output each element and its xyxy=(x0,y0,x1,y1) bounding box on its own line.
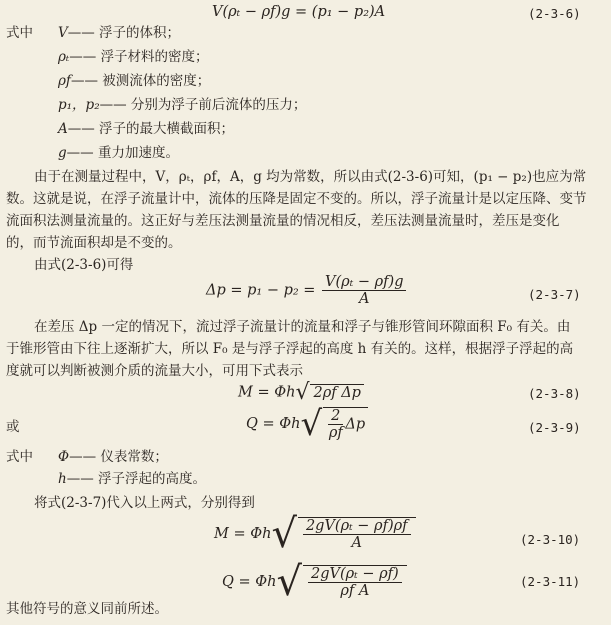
def-dash: —— xyxy=(99,97,127,113)
or-label: 或 xyxy=(6,419,20,435)
fraction xyxy=(303,518,411,551)
def-text: 分别为浮子前后流体的压力； xyxy=(130,97,307,113)
def-text: 被测流体的密度； xyxy=(102,73,211,89)
sqrt-icon: √ xyxy=(276,559,302,605)
numerator: 2 xyxy=(328,408,343,425)
sqrt-icon: √ xyxy=(300,404,323,444)
def-symbol: ρf xyxy=(58,73,71,89)
fraction xyxy=(322,274,406,307)
def-symbol: g xyxy=(58,145,67,161)
paragraph-line: 度就可以判断被测介质的流量大小，可用下式表示 xyxy=(6,363,303,379)
eq-lhs: M = Φh xyxy=(238,384,296,401)
def-dash: —— xyxy=(66,471,94,487)
def-text: 浮子的体积； xyxy=(99,25,181,41)
fraction xyxy=(328,408,343,441)
def-row xyxy=(58,72,210,90)
denominator: ρf A xyxy=(340,583,370,599)
equation-2-3-7 xyxy=(206,274,408,307)
denominator: A xyxy=(359,291,370,307)
def-text: 浮子浮起的高度。 xyxy=(98,471,206,487)
paragraph-line: 在差压 Δp 一定的情况下，流过浮子流量计的流量和浮子与锥形管间环隙面积 F₀ 有关。由 xyxy=(34,319,571,335)
equation-number: (2-3-6) xyxy=(528,6,581,21)
def-row xyxy=(58,48,209,66)
def-symbol: h xyxy=(58,471,67,487)
eq-lhs: Q = Φh xyxy=(222,574,277,590)
defs-intro: 式中 xyxy=(6,25,33,41)
numerator: V(ρₜ − ρf)g xyxy=(322,274,406,291)
paragraph-line: 的，而节流面积却是不变的。 xyxy=(6,235,182,251)
equation-2-3-6: V(ρₜ − ρf)g = (p₁ − p₂)A xyxy=(212,4,386,20)
radicand: 2ρf Δp xyxy=(310,384,363,401)
equation-number: (2-3-11) xyxy=(520,574,581,589)
def-symbol: ρₜ xyxy=(58,49,70,65)
def-dash: —— xyxy=(66,145,94,161)
def-symbol: V xyxy=(58,25,68,41)
def-row xyxy=(58,470,206,488)
denominator: A xyxy=(351,535,362,551)
equation-2-3-10 xyxy=(214,511,416,557)
radicand xyxy=(303,565,407,599)
def-dash: —— xyxy=(67,25,95,41)
footer-text: 其他符号的意义同前所述。 xyxy=(6,601,168,617)
def-text: 浮子材料的密度； xyxy=(100,49,209,65)
def-row xyxy=(58,96,306,114)
paragraph-line: 将式(2-3-7)代入以上两式，分别得到 xyxy=(34,495,255,511)
paragraph-line: 由式(2-3-6)可得 xyxy=(34,257,134,273)
eq-lhs: M = Φh xyxy=(214,526,272,542)
def-dash: —— xyxy=(70,73,98,89)
def-text: 重力加速度。 xyxy=(97,145,179,161)
equation-2-3-9 xyxy=(246,404,368,444)
paragraph-line: 流面积法测量流量的。这正好与差压法测量流量的情况相反，差压法测量流量时，差压是变化 xyxy=(6,213,560,229)
def-symbol: Φ xyxy=(58,449,70,465)
sqrt-icon: √ xyxy=(271,511,297,557)
radicand-tail: Δp xyxy=(345,416,366,433)
denominator: ρf xyxy=(328,425,343,441)
def-dash: —— xyxy=(69,49,97,65)
equation-2-3-11 xyxy=(222,559,407,605)
eq-lhs: Δp = p₁ − p₂ = xyxy=(206,282,316,299)
equation-number: (2-3-8) xyxy=(528,386,581,401)
def-text: 浮子的最大横截面积； xyxy=(99,121,235,137)
def-dash: —— xyxy=(67,121,95,137)
def-row xyxy=(58,120,234,138)
numerator: 2gV(ρₜ − ρf)ρf xyxy=(303,518,411,535)
radicand xyxy=(323,407,368,441)
paragraph-line: 数。这就是说，在浮子流量计中，流体的压降是固定不变的。所以，浮子流量计是以定压降、变节 xyxy=(6,191,587,207)
fraction xyxy=(308,566,402,599)
equation-number: (2-3-10) xyxy=(520,532,581,547)
paragraph-line: 由于在测量过程中，V，ρₜ，ρf，A，g 均为常数，所以由式(2-3-6)可知，(p₁ − p₂)也应为常 xyxy=(34,169,587,185)
def-row xyxy=(58,144,179,162)
radicand xyxy=(298,517,416,551)
numerator: 2gV(ρₜ − ρf) xyxy=(308,566,402,583)
eq-lhs: Q = Φh xyxy=(246,416,301,432)
def-symbol: p₁，p₂ xyxy=(58,97,100,113)
def-symbol: A xyxy=(58,121,68,137)
paragraph-line: 于锥形管由下往上逐渐扩大，所以 F₀ 是与浮子浮起的高度 h 有关的。这样，根据浮子浮起的高 xyxy=(6,341,574,357)
equation-number: (2-3-9) xyxy=(528,420,581,435)
defs-intro: 式中 xyxy=(6,449,33,465)
def-dash: —— xyxy=(69,449,97,465)
equation-number: (2-3-7) xyxy=(528,287,581,302)
def-row xyxy=(58,448,168,466)
def-text: 仪表常数； xyxy=(100,449,168,465)
sqrt-icon: √ xyxy=(295,380,310,405)
def-row xyxy=(58,24,180,42)
equation-2-3-8 xyxy=(238,380,364,405)
